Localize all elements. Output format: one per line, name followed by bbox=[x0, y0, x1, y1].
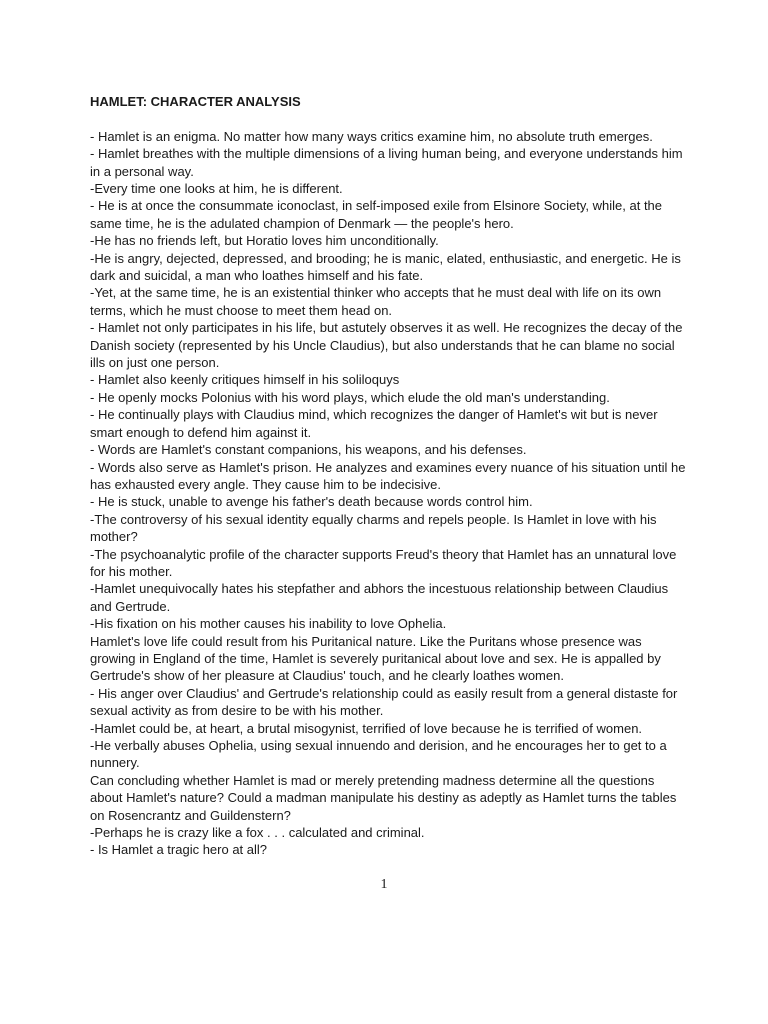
paragraph: -The controversy of his sexual identity equally charms and repels people. Is Hamlet in love with his mother? bbox=[90, 511, 657, 545]
paragraph: - Words also serve as Hamlet's prison. He analyzes and examines every nuance of his situation until he has exhausted every angle. They cause him to be indecisive. bbox=[90, 459, 686, 492]
document-body bbox=[90, 93, 690, 859]
paragraph: -He verbally abuses Ophelia, using sexual innuendo and derision, and he encourages her to get to a nunnery. bbox=[90, 738, 667, 771]
paragraph: - His anger over Claudius' and Gertrude's relationship could as easily result from a general distaste for sexual activity as from desire to be with his mother. bbox=[90, 685, 678, 719]
page-number: 1 bbox=[380, 877, 388, 892]
paragraph: - He openly mocks Polonius with his word plays, which elude the old man's understanding. bbox=[90, 389, 610, 405]
paragraph: -He is angry, dejected, depressed, and brooding; he is manic, elated, enthusiastic, and energetic. He is dark and suicidal, a man who loathes himself and his fate. bbox=[90, 250, 681, 284]
paragraph: - Is Hamlet a tragic hero at all? bbox=[90, 842, 268, 858]
paragraph: -Hamlet could be, at heart, a brutal misogynist, terrified of love because he is terrified of women. bbox=[90, 720, 643, 736]
document-title: HAMLET: CHARACTER ANALYSIS bbox=[90, 94, 301, 109]
paragraph: - Words are Hamlet's constant companions, his weapons, and his defenses. bbox=[90, 442, 527, 458]
paragraph: - He is at once the consummate iconoclast, in self-imposed exile from Elsinore Society, while, at the same time, he is the adulated champion of Denmark — the people's hero. bbox=[90, 198, 663, 231]
paragraph: Can concluding whether Hamlet is mad or merely pretending madness determine all the questions about Hamlet's nature? Could a madman manipulate his destiny as adeptly as Hamlet turns the tables on Rosencrantz and Guildenstern? bbox=[90, 772, 677, 823]
paragraph: -Yet, at the same time, he is an existential thinker who accepts that he must deal with life on its own terms, which he must choose to meet them head on. bbox=[90, 285, 662, 318]
paragraph: - Hamlet breathes with the multiple dimensions of a living human being, and everyone understands him in a personal way. bbox=[90, 146, 683, 179]
paragraph: -Perhaps he is crazy like a fox . . . calculated and criminal. bbox=[90, 825, 425, 841]
paragraph: Hamlet's love life could result from his Puritanical nature. Like the Puritans whose presence was growing in England of the time, Hamlet is severely puritanical about love and sex. He is appalled by Gertrude's show of her pleasure at Claudius' touch, and he clearly loathes women. bbox=[90, 633, 661, 684]
paragraph: -His fixation on his mother causes his inability to love Ophelia. bbox=[90, 616, 447, 632]
paragraph: - Hamlet not only participates in his life, but astutely observes it as well. He recognizes the decay of the Danish society (represented by his Uncle Claudius), but also understands that he can blame no social ills on just one person. bbox=[90, 320, 683, 371]
paragraph: - Hamlet also keenly critiques himself in his soliloquys bbox=[90, 372, 400, 388]
paragraph: -He has no friends left, but Horatio loves him unconditionally. bbox=[90, 233, 439, 249]
paragraph-list bbox=[90, 128, 690, 859]
paragraph: -Every time one looks at him, he is different. bbox=[90, 181, 343, 197]
paragraph: - He is stuck, unable to avenge his father's death because words control him. bbox=[90, 494, 533, 510]
paragraph: -The psychoanalytic profile of the character supports Freud's theory that Hamlet has an unnatural love for his mother. bbox=[90, 546, 677, 579]
paragraph: - Hamlet is an enigma. No matter how many ways critics examine him, no absolute truth emerges. bbox=[90, 128, 653, 144]
paragraph: - He continually plays with Claudius mind, which recognizes the danger of Hamlet's wit but is never smart enough to defend him against it. bbox=[90, 407, 658, 440]
paragraph: -Hamlet unequivocally hates his stepfather and abhors the incestuous relationship between Claudius and Gertrude. bbox=[90, 581, 669, 614]
